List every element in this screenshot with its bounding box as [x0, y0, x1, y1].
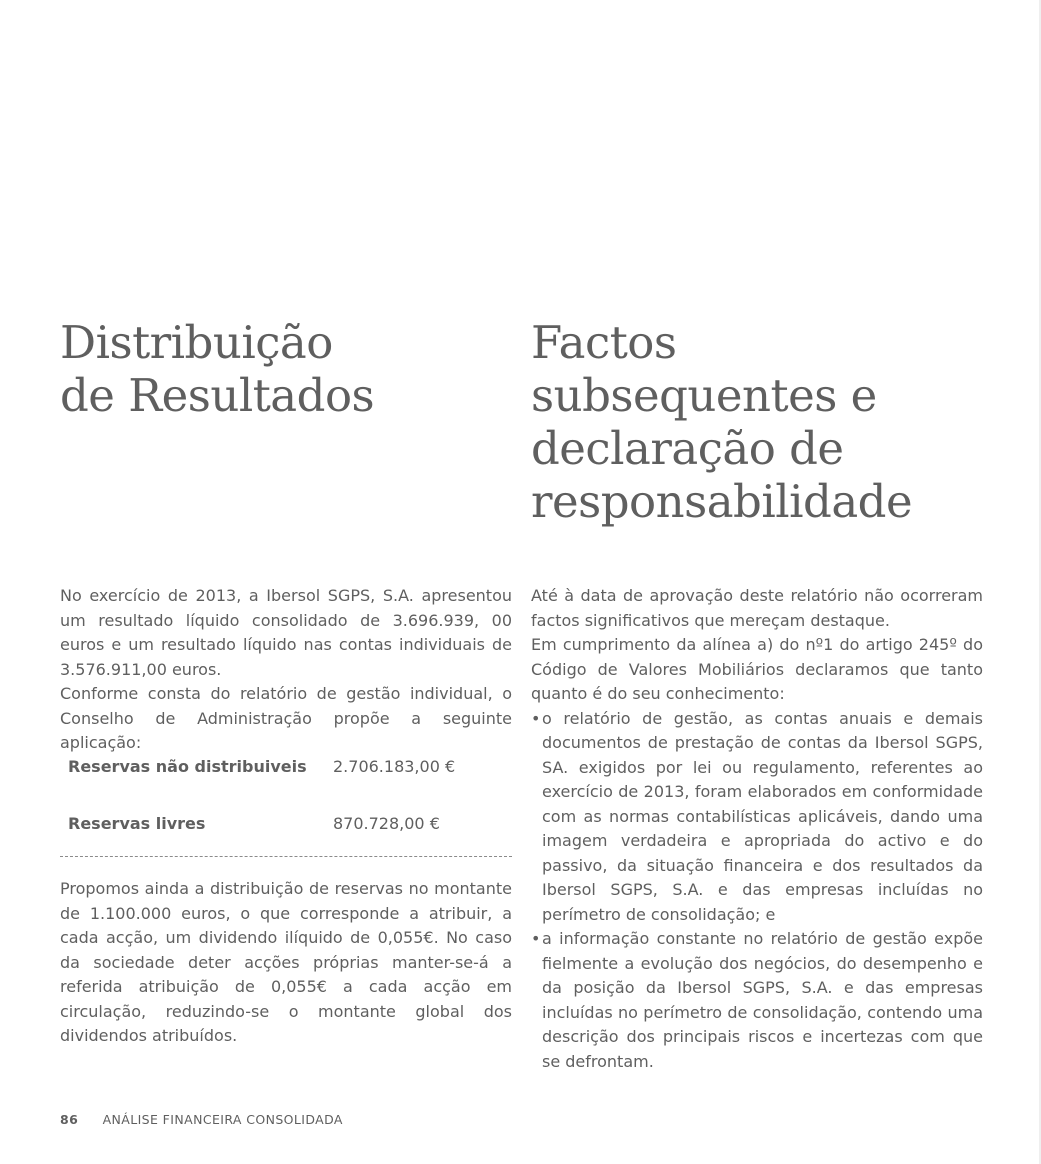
row-label: Reservas livres — [68, 813, 206, 833]
title-line: de Resultados — [60, 369, 375, 422]
title-line: subsequentes e — [531, 369, 877, 422]
paragraph: No exercício de 2013, a Ibersol SGPS, S.A. apresentou um resultado líquido consolidado de 3.696.939, 00 euros e um resultado líquido nas contas individuais de 3.576.911,00 euros. — [60, 586, 512, 679]
right-body-text — [531, 584, 983, 1074]
list-item-text: a informação constante no relatório de gestão expõe fielmente a evolução dos negócios, do desempenho e da posição da Ibersol SGPS, S.A. e das empresas incluídas no perímetro de consolidação, contendo uma descrição dos principais riscos e incertezas com que se defrontam. — [542, 929, 983, 1071]
row-value: 2.706.183,00 € — [333, 757, 456, 776]
footer-section-title: ANÁLISE FINANCEIRA CONSOLIDADA — [102, 1112, 343, 1127]
declaration-list — [531, 707, 983, 1075]
page-number: 86 — [60, 1112, 79, 1127]
title-line: responsabilidade — [531, 475, 913, 528]
allocation-table — [60, 757, 512, 857]
paragraph: Até à data de aprovação deste relatório não ocorreram factos significativos que mereçam destaque. — [531, 586, 983, 630]
paragraph: Conforme consta do relatório de gestão individual, o Conselho de Administração propõe a seguinte aplicação: — [60, 684, 512, 752]
bullet-icon: • — [531, 708, 541, 728]
page-footer — [60, 1112, 343, 1127]
list-item-text: o relatório de gestão, as contas anuais e demais documentos de prestação de contas da Ibersol SGPS, SA. exigidos por lei ou regulamento, referentes ao exercício de 2013, foram elaborados em conformidade com as normas contabilísticas aplicáveis, dando uma imagem verdadeira e apropriada do activo e do passivo, da situação financeira e dos resultados da Ibersol SGPS, S.A. e das empresas incluídas no perímetro de consolidação; e — [542, 708, 983, 924]
title-line: Distribuição — [60, 316, 333, 369]
table-row — [60, 801, 512, 845]
row-label: Reservas não distribuiveis — [68, 757, 307, 776]
title-line: declaração de — [531, 422, 844, 475]
table-row — [60, 757, 512, 790]
section-title-distribuicao — [60, 316, 510, 422]
paragraph: Em cumprimento da alínea a) do nº1 do artigo 245º do Código de Valores Mobiliários declaramos que tanto quanto é do seu conhecimento: — [531, 635, 983, 703]
section-title-factos — [531, 316, 981, 528]
left-closing-text — [60, 877, 512, 1049]
title-line: Factos — [531, 316, 677, 369]
paragraph: Propomos ainda a distribuição de reservas no montante de 1.100.000 euros, o que corresponde a atribuir, a cada acção, um dividendo ilíquido de 0,055€. No caso da sociedade deter acções próprias manter-se-á a referida atribuição de 0,055€ a cada acção em circulação, reduzindo-se o montante global dos dividendos atribuídos. — [60, 879, 512, 1045]
bullet-icon: • — [531, 929, 541, 948]
left-intro-text — [60, 584, 512, 756]
list-item — [531, 707, 983, 928]
row-value: 870.728,00 € — [333, 813, 440, 833]
list-item — [531, 927, 983, 1074]
